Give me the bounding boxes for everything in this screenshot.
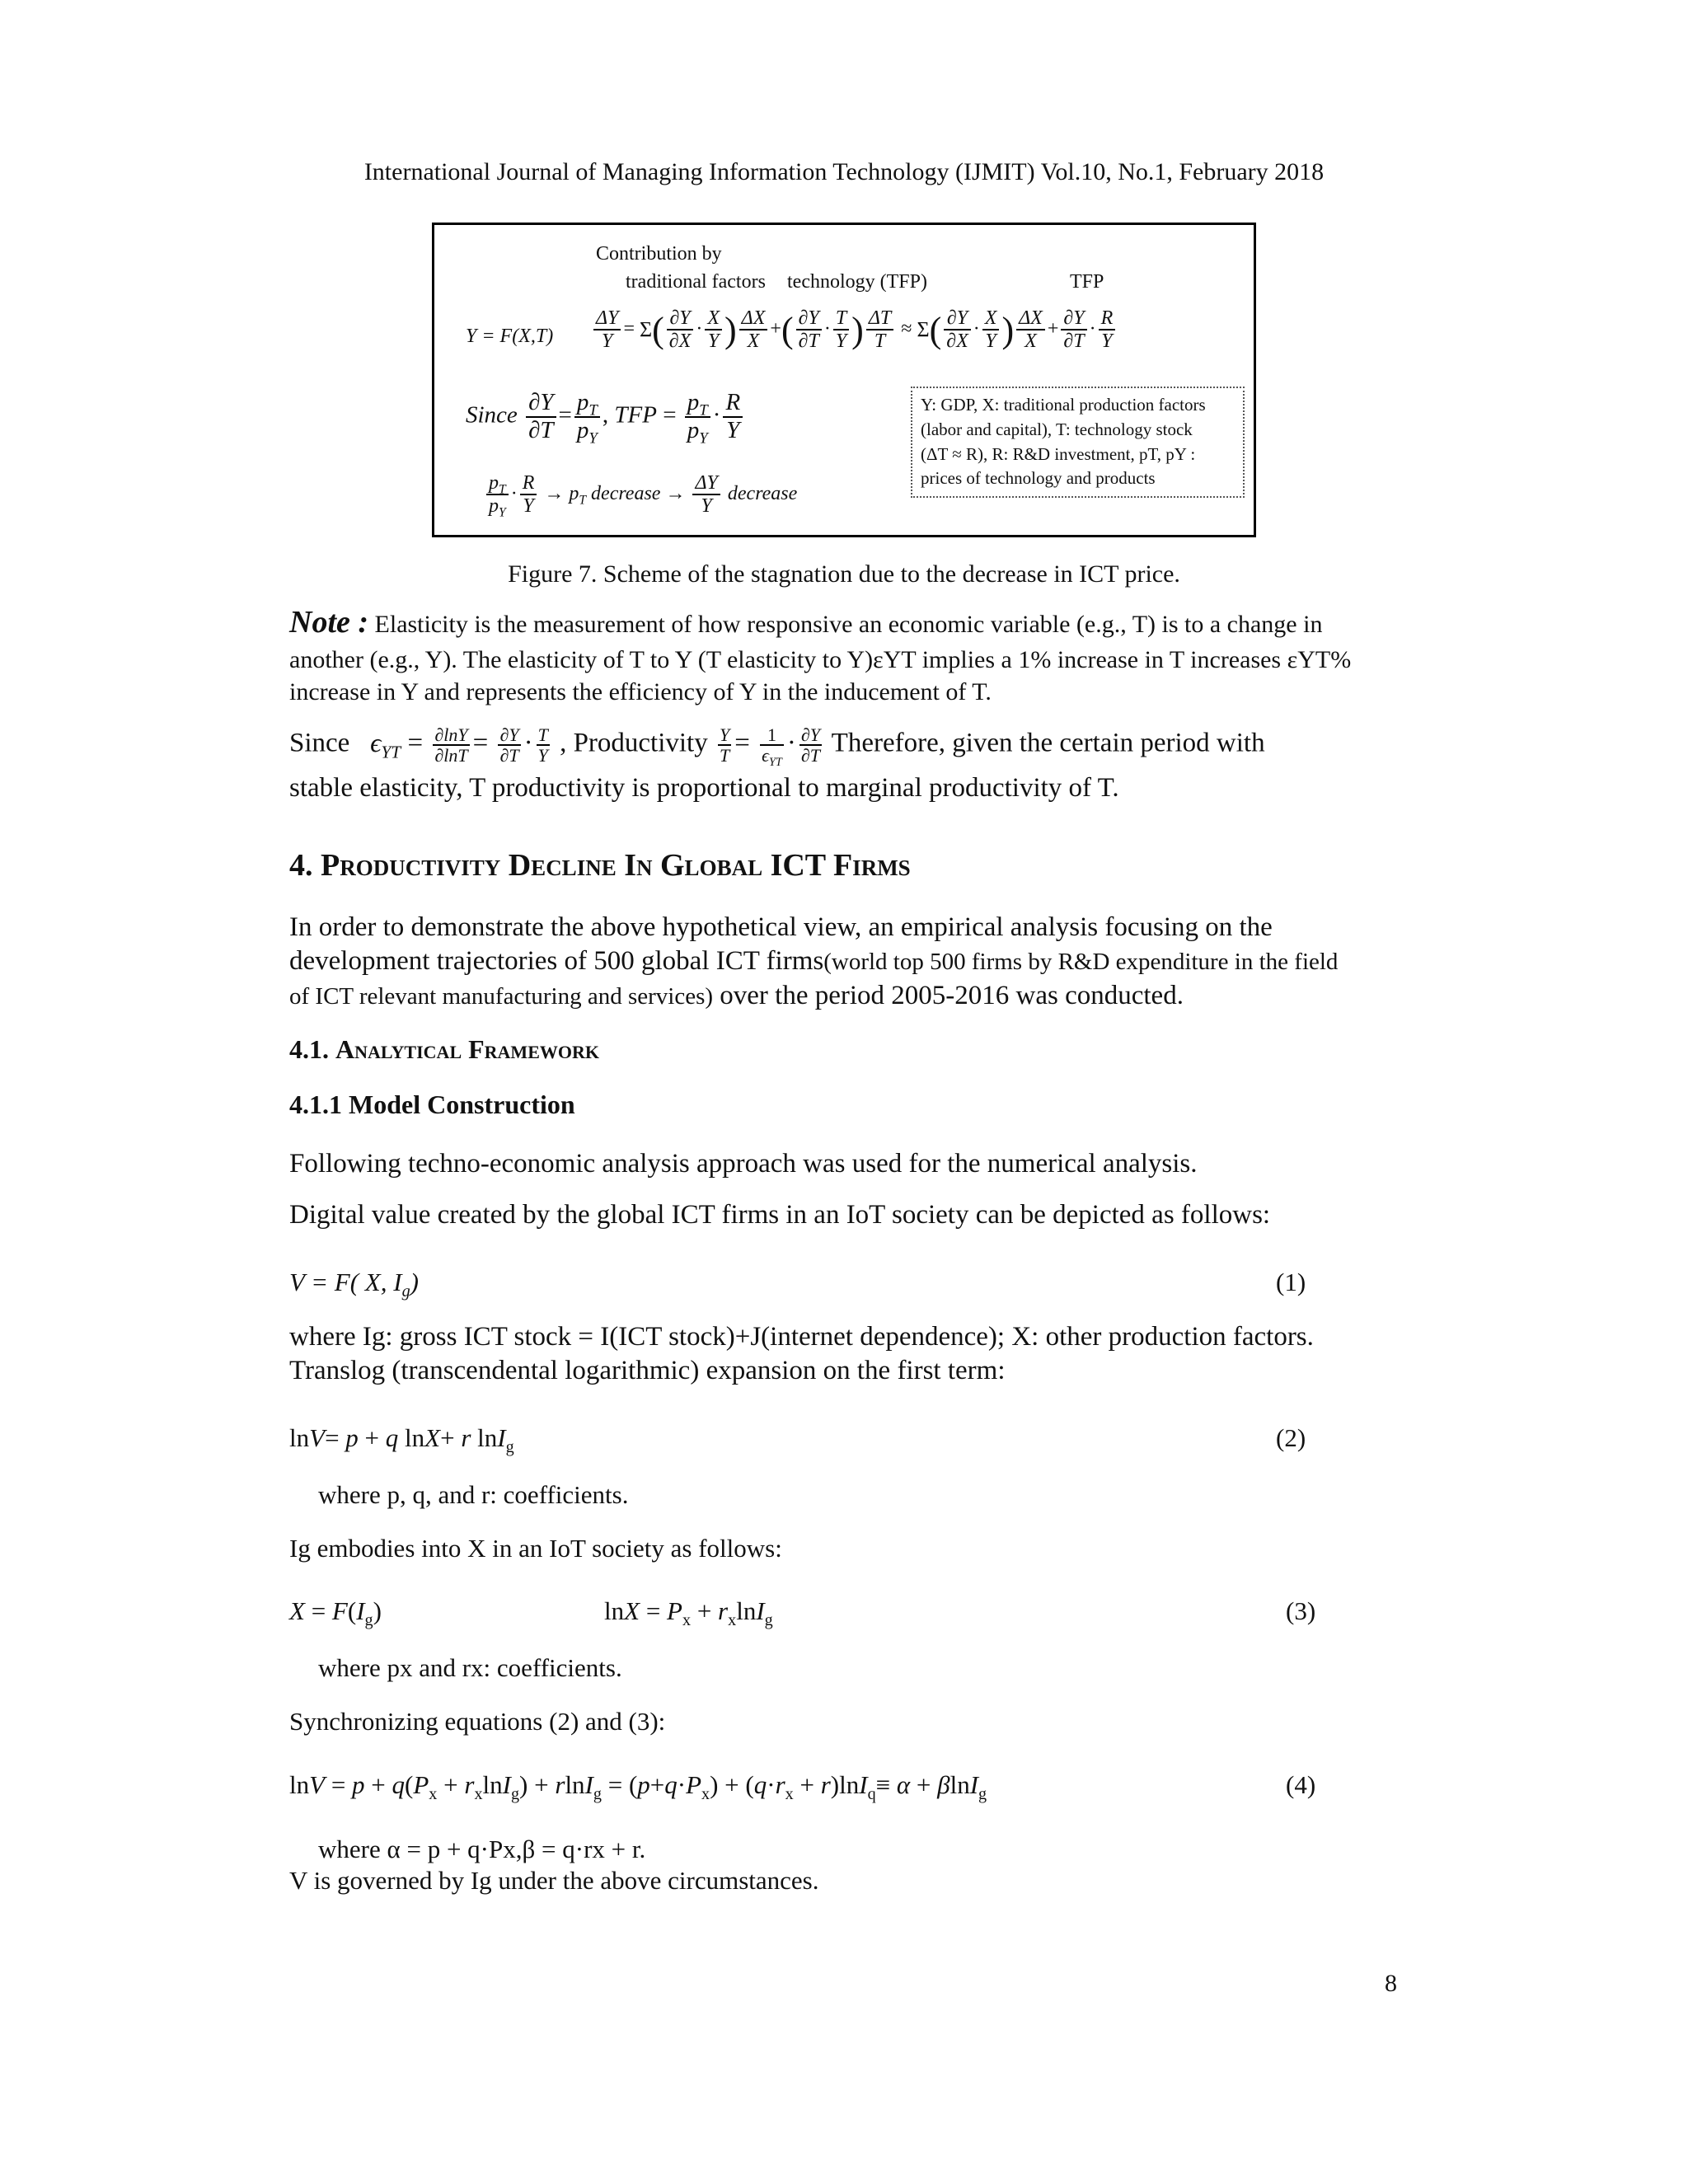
- productivity-label: , Productivity: [560, 728, 708, 758]
- equation-2-number: (2): [1276, 1423, 1306, 1452]
- figure-since-equation: Since $\frac{\partial Y}{\partial T}$ = $\frac{p_T}{p_Y}$ , TFP = $\frac{p_T}{p_Y}$ · $\frac{R}{Y}$: [466, 390, 745, 444]
- section-4-line-1: In order to demonstrate the above hypothetical view, an empirical analysis focusing on the: [289, 912, 1273, 942]
- legend-line-2: (labor and capital), T: technology stock: [921, 419, 1193, 439]
- figure-col-traditional: traditional factors: [626, 271, 766, 293]
- body-paragraph-2: Digital value created by the global ICT firms in an IoT society can be depicted as follows:: [289, 1200, 1271, 1230]
- equation-4: $\ln V = p + q(P_x + r_x\ln I_g) + rlnI_g = (p+q\cdot P_x) + (q\cdot r_x + r)\ln I_q\equiv \alpha + \beta\ln I_g$: [289, 1770, 987, 1804]
- section-4-1-1-heading: 4.1.1 Model Construction: [289, 1090, 575, 1119]
- where-alpha-line: where α = p + q·Px,β = q·rx + r.: [318, 1835, 646, 1863]
- body-paragraph-1: Following techno-economic analysis approach was used for the numerical analysis.: [289, 1149, 1198, 1179]
- note-line-1: Elasticity is the measurement of how responsive an economic variable (e.g., T) is to a change in: [374, 611, 1323, 638]
- running-header: International Journal of Managing Information Technology (IJMIT) Vol.10, No.1, February 2018: [363, 158, 1325, 185]
- equation-3a: $X = F(I_g)$: [289, 1596, 382, 1630]
- elasticity-paragraph: Since $\epsilon_{YT}$ = $\frac{\partial\ln Y}{\partial\ln T}$ = $\frac{\partial Y}{\partial T}$ · $\frac{T}{Y}$ , Productivity $\frac{Y}{T}$ = 1 $\epsilon_{YT}$ · $\frac{\partial Y}{\partial T}$ Therefore, given the certain period with stable elasticity, T productivity is proportional to marginal productivity of T.: [289, 725, 1394, 805]
- note-line-3: increase in Y and represents the efficiency of Y in the inducement of T.: [289, 678, 992, 705]
- note-label: Note :: [289, 605, 369, 640]
- since-line-2: stable elasticity, T productivity is proportional to marginal productivity of T.: [289, 773, 1119, 804]
- therefore-text: Therefore, given the certain period with: [831, 728, 1265, 758]
- figure-caption: Figure 7. Scheme of the stagnation due to the decrease in ICT price.: [508, 560, 1180, 588]
- legend-line-3: (ΔT ≈ R), R: R&D investment, pT, pY :: [921, 443, 1196, 464]
- section-4-1-title: Analytical Framework: [335, 1034, 599, 1064]
- figure-col-technology: technology (TFP): [787, 271, 927, 293]
- figure-decrease-chain: $\frac{p_T}{p_Y}$ · $\frac{R}{Y}$ → $p_T$ decrease → $\frac{\Delta Y}{Y}$ decrease: [484, 472, 797, 518]
- equation-4-number: (4): [1286, 1770, 1316, 1799]
- legend-line-1: Y: GDP, X: traditional production factors: [921, 395, 1206, 415]
- figure-model-equation: Y = F(X,T): [466, 326, 554, 347]
- translog-line: Translog (transcendental logarithmic) expansion on the first term:: [289, 1356, 1006, 1385]
- figure-7-scheme: [432, 223, 1256, 537]
- where-px-line: where px and rx: coefficients.: [318, 1653, 622, 1682]
- figure-since-word: Since: [466, 401, 518, 429]
- section-4-title: Productivity Decline In Global ICT Firms: [321, 848, 911, 883]
- where-ig-line: where Ig: gross ICT stock = I(ICT stock)+J(internet dependence); X: other production factors.: [289, 1322, 1314, 1352]
- page-number: 8: [1385, 1970, 1397, 1997]
- figure-col-tfp: TFP: [1070, 271, 1104, 293]
- ig-embodies-line: Ig embodies into X in an IoT society as follows:: [289, 1534, 782, 1563]
- v-governed-line: V is governed by Ig under the above circumstances.: [289, 1866, 819, 1895]
- section-4-paragraph: In order to demonstrate the above hypothetical view, an empirical analysis focusing on the development trajectories of 500 global ICT firms(world top 500 firms by R&D expenditure in the field of ICT relevant manufacturing and services) over the period 2005-2016 was conducted.: [289, 911, 1394, 1013]
- synchronizing-line: Synchronizing equations (2) and (3):: [289, 1707, 666, 1736]
- figure-decrease-word: decrease: [727, 482, 798, 504]
- where-pqr-line: where p, q, and r: coefficients.: [318, 1480, 629, 1509]
- figure-growth-accounting-equation: $\frac{\Delta Y}{Y}$ = Σ( $\frac{\partial Y}{\partial X}$ · $\frac{X}{Y}$ ) $\frac{\Delta X}{X}$ +( $\frac{\partial Y}{\partial T}$ · $\frac{T}{Y}$ ) $\frac{\Delta T}{T}$ ≈ Σ( $\frac{\partial Y}{\partial X}$ · $\frac{X}{Y}$ ) $\frac{\Delta X}{X}$ + $\frac{\partial Y}{\partial T}$ · $\frac{R}{Y}$: [591, 307, 1118, 353]
- note-paragraph: [289, 603, 1394, 708]
- equation-3b: $\ln X = P_x + r_x\ln I_g$: [604, 1596, 773, 1630]
- figure-col-contrib: Contribution by: [596, 243, 722, 265]
- equation-2: lnV= p + q lnX+ r lnI$_g$: [289, 1423, 514, 1457]
- since-word: Since: [289, 728, 350, 758]
- section-4-heading: 4. Productivity Decline In Global ICT Firms: [289, 848, 911, 883]
- note-line-2: another (e.g., Y). The elasticity of T to Y (T elasticity to Y)εYT implies a 1% increase in T increases εYT%: [289, 645, 1352, 673]
- equation-3-number: (3): [1286, 1596, 1316, 1625]
- section-4-1-heading: 4.1. Analytical Framework: [289, 1034, 599, 1064]
- legend-line-4: prices of technology and products: [921, 468, 1156, 489]
- figure-legend: [911, 387, 1245, 498]
- equation-1: V = F( X, $I_g$): [289, 1268, 419, 1301]
- equation-1-number: (1): [1276, 1268, 1306, 1296]
